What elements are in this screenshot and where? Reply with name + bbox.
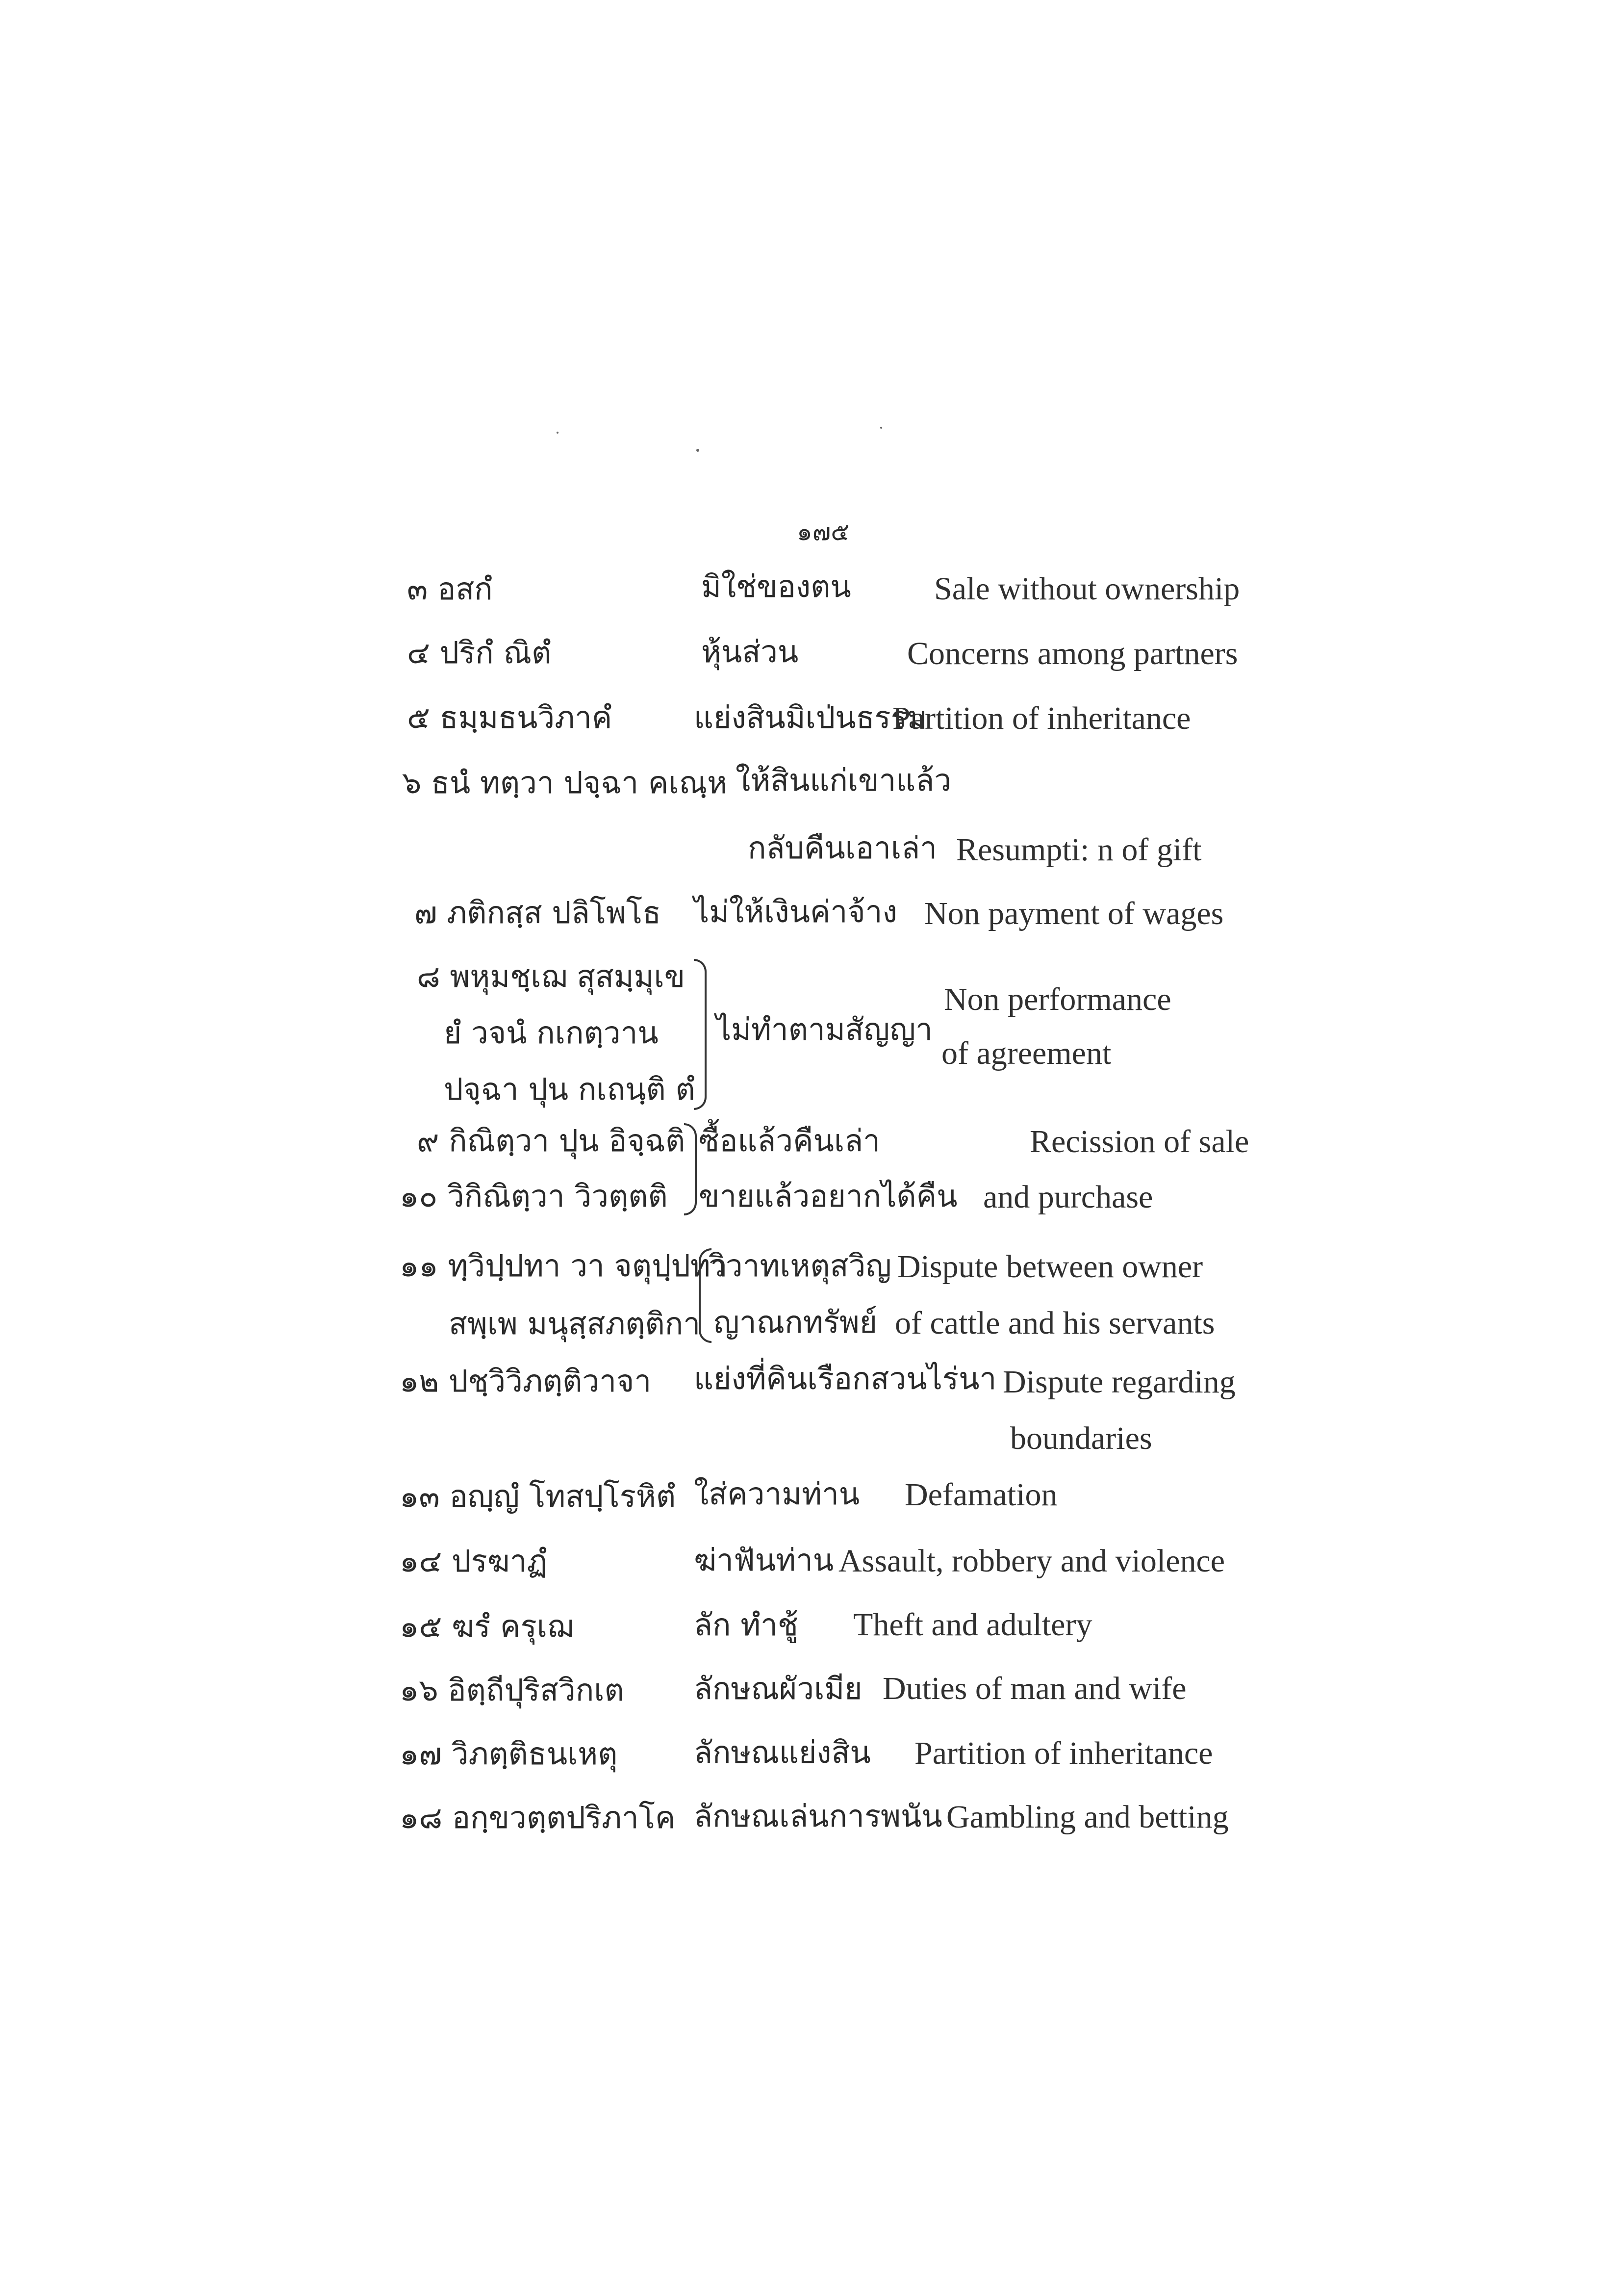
speck <box>880 427 882 429</box>
english-term: Defamation <box>905 1477 1058 1513</box>
thai-term: ลักษณผัวเมีย <box>694 1671 863 1706</box>
english-term: Resumpti: n of gift <box>956 832 1202 868</box>
pali-term: ๔ ปริกํ ณิตํ <box>407 635 552 670</box>
brace <box>684 1123 697 1215</box>
thai-term: ไม่ให้เงินค่าจ้าง <box>694 894 897 929</box>
pali-term: ๑๖ อิตฺถีปุริสวิกเต <box>400 1672 624 1708</box>
pali-term: ๗ ภติกสฺส ปลิโพโธ <box>414 895 661 930</box>
pali-line: ๘ พหุมชฺเฌ สุสมฺมุเข <box>417 958 685 994</box>
thai-line: ขายแล้วอยากได้คืน <box>699 1178 958 1214</box>
pali-term: ๕ ธมฺมธนวิภาคํ <box>407 699 612 735</box>
pali-line: ๑๑ ทฺวิปฺปทา วา จตุปฺปทา <box>400 1248 728 1284</box>
speck <box>696 449 699 452</box>
thai-term: ลักษณเล่นการพนัน <box>694 1798 942 1834</box>
pali-term: ๑๒ ปชฺวิวิภตฺติวาจา <box>400 1363 652 1399</box>
english-term: Theft and adultery <box>853 1607 1092 1643</box>
thai-term: ไม่ทำตามสัญญา <box>716 1011 933 1047</box>
thai-term: ให้สินแก่เขาแล้ว <box>736 762 952 798</box>
pali-term: ๖ ธนํ ทตฺวา ปจฺฉา คเณฺห <box>402 765 727 800</box>
pali-line: สพฺเพ มนุสฺสภตฺติกา <box>449 1306 701 1341</box>
english-line: boundaries <box>1010 1420 1152 1456</box>
pali-term: ๑๓ อญฺญํ โทสปฺโรหิตํ <box>400 1478 676 1514</box>
thai-term: มิใช่ของตน <box>701 568 851 604</box>
english-term: Duties of man and wife <box>883 1671 1187 1706</box>
thai-term: ฆ่าฟันท่าน <box>694 1542 834 1578</box>
english-term: Assault, robbery and violence <box>838 1543 1225 1579</box>
english-line: of cattle and his servants <box>895 1305 1215 1341</box>
english-line: Dispute between owner <box>897 1249 1203 1285</box>
thai-term: แย่งที่คินเรือกสวนไร่นา <box>694 1361 997 1396</box>
thai-term: หุ้นส่วน <box>701 634 799 670</box>
thai-line: ญาณกทรัพย์ <box>713 1304 878 1340</box>
thai-term: ใส่ความท่าน <box>694 1476 860 1512</box>
thai-line: วิวาทเหตุสวิญ <box>709 1248 892 1284</box>
thai-term: แย่งสินมิเป่นธรรม <box>694 699 927 735</box>
english-line: of agreement <box>941 1035 1112 1071</box>
english-line: and purchase <box>983 1179 1153 1215</box>
pali-line: ๑๐ วิกิณิตฺวา วิวตฺตติ <box>400 1178 668 1214</box>
speck <box>557 432 558 434</box>
english-line: Non performance <box>944 981 1171 1017</box>
pali-line: ยํ วจนํ กเกตฺวาน <box>444 1015 659 1051</box>
thai-term: ลัก ทำชู้ <box>694 1607 799 1643</box>
english-line: Recission of sale <box>1030 1124 1249 1160</box>
page-number: ๑๗๕ <box>797 517 850 546</box>
pali-term: ๑๔ ปรฆาฏํ <box>400 1543 548 1579</box>
pali-line: ปจฺฉา ปุน กเถนฺติ ตํ <box>444 1071 695 1107</box>
english-term: Concerns among partners <box>907 636 1238 671</box>
pali-line: ๙ กิณิตฺวา ปุน อิจฺฉติ <box>417 1123 685 1159</box>
pali-term: ๑๕ ฆรํ ครุเฌ <box>400 1608 573 1644</box>
pali-term: ๑๗ วิภตฺติธนเหตุ <box>400 1736 618 1772</box>
thai-term: กลับคืนเอาเล่า <box>748 830 937 866</box>
english-term: Partition of inheritance <box>914 1735 1213 1771</box>
pali-term: ๓ อสกํ <box>407 571 493 607</box>
english-term: Sale without ownership <box>934 571 1240 607</box>
thai-term: ลักษณแย่งสิน <box>694 1734 871 1770</box>
pali-term: ๑๘ อกฺขวตฺตปริภาโค <box>400 1800 676 1835</box>
brace <box>694 959 707 1110</box>
english-term: Non payment of wages <box>924 896 1224 931</box>
thai-line: ซื้อแล้วคืนเล่า <box>699 1123 880 1159</box>
english-term: Gambling and betting <box>946 1799 1229 1835</box>
english-line: Dispute regarding <box>1003 1364 1236 1400</box>
english-term: Partition of inheritance <box>892 700 1191 736</box>
